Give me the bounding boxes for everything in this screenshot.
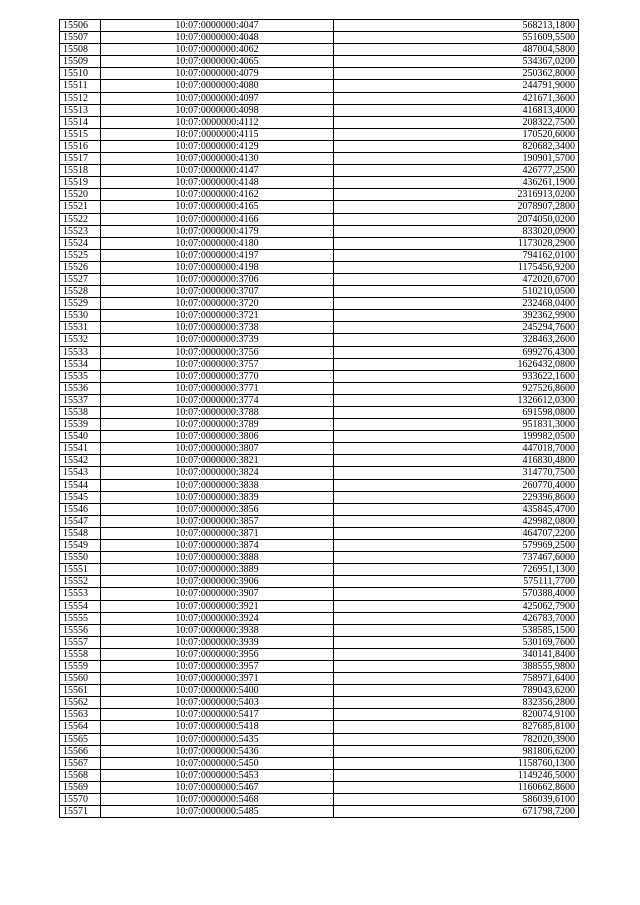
table-row [60,165,579,177]
value-cell: 691598,0800 [334,407,579,419]
cadastral-number-cell: 10:07:0000000:3856 [101,503,334,515]
table-row [60,80,579,92]
table-row [60,153,579,165]
cadastral-number-cell: 10:07:0000000:3707 [101,286,334,298]
cadastral-number-cell: 10:07:0000000:4112 [101,116,334,128]
value-cell: 1160662,8600 [334,781,579,793]
table-row [60,140,579,152]
row-number-cell: 15534 [60,358,101,370]
table-row [60,298,579,310]
cadastral-number-cell: 10:07:0000000:3906 [101,576,334,588]
value-cell: 429982,0800 [334,515,579,527]
table-row [60,56,579,68]
row-number-cell: 15520 [60,189,101,201]
cadastral-number-cell: 10:07:0000000:3774 [101,394,334,406]
table-row [60,733,579,745]
row-number-cell: 15562 [60,697,101,709]
cadastral-number-cell: 10:07:0000000:4098 [101,104,334,116]
value-cell: 425062,7900 [334,600,579,612]
table-row [60,44,579,56]
row-number-cell: 15539 [60,419,101,431]
cadastral-number-cell: 10:07:0000000:4048 [101,32,334,44]
value-cell: 487004,5800 [334,44,579,56]
value-cell: 328463,2600 [334,334,579,346]
row-number-cell: 15527 [60,273,101,285]
value-cell: 933622,1600 [334,370,579,382]
value-cell: 436261,1900 [334,177,579,189]
cadastral-number-cell: 10:07:0000000:4130 [101,153,334,165]
cadastral-number-cell: 10:07:0000000:3756 [101,346,334,358]
table-row [60,564,579,576]
cadastral-number-cell: 10:07:0000000:3824 [101,467,334,479]
table-row [60,358,579,370]
table-row [60,225,579,237]
cadastral-number-cell: 10:07:0000000:3889 [101,564,334,576]
value-cell: 737467,6000 [334,552,579,564]
value-cell: 421671,3600 [334,92,579,104]
cadastral-number-cell: 10:07:0000000:3739 [101,334,334,346]
row-number-cell: 15540 [60,431,101,443]
row-number-cell: 15514 [60,116,101,128]
cadastral-number-cell: 10:07:0000000:3788 [101,407,334,419]
table-row [60,612,579,624]
cadastral-number-cell: 10:07:0000000:4179 [101,225,334,237]
table-row [60,286,579,298]
value-cell: 1326612,0300 [334,394,579,406]
row-number-cell: 15516 [60,140,101,152]
row-number-cell: 15545 [60,491,101,503]
value-cell: 782020,3900 [334,733,579,745]
row-number-cell: 15550 [60,552,101,564]
row-number-cell: 15542 [60,455,101,467]
table-row [60,116,579,128]
value-cell: 820682,3400 [334,140,579,152]
table-body [60,20,579,818]
row-number-cell: 15571 [60,806,101,818]
cadastral-number-cell: 10:07:0000000:3907 [101,588,334,600]
value-cell: 464707,2200 [334,527,579,539]
value-cell: 2074050,0200 [334,213,579,225]
table-row [60,552,579,564]
value-cell: 1626432,0800 [334,358,579,370]
value-cell: 726951,1300 [334,564,579,576]
value-cell: 416813,4000 [334,104,579,116]
row-number-cell: 15544 [60,479,101,491]
value-cell: 575111,7700 [334,576,579,588]
row-number-cell: 15556 [60,624,101,636]
cadastral-number-cell: 10:07:0000000:4147 [101,165,334,177]
cadastral-number-cell: 10:07:0000000:5400 [101,685,334,697]
row-number-cell: 15508 [60,44,101,56]
table-row [60,273,579,285]
table-row [60,346,579,358]
row-number-cell: 15554 [60,600,101,612]
cadastral-number-cell: 10:07:0000000:5468 [101,794,334,806]
table-row [60,806,579,818]
value-cell: 981806,6200 [334,745,579,757]
value-cell: 1158760,1300 [334,757,579,769]
value-cell: 551609,5500 [334,32,579,44]
row-number-cell: 15558 [60,648,101,660]
cadastral-number-cell: 10:07:0000000:3807 [101,443,334,455]
cadastral-number-cell: 10:07:0000000:5450 [101,757,334,769]
row-number-cell: 15547 [60,515,101,527]
cadastral-number-cell: 10:07:0000000:4079 [101,68,334,80]
cadastral-number-cell: 10:07:0000000:5467 [101,781,334,793]
row-number-cell: 15560 [60,673,101,685]
value-cell: 951831,3000 [334,419,579,431]
row-number-cell: 15529 [60,298,101,310]
row-number-cell: 15536 [60,382,101,394]
row-number-cell: 15522 [60,213,101,225]
row-number-cell: 15535 [60,370,101,382]
cadastral-number-cell: 10:07:0000000:3706 [101,273,334,285]
row-number-cell: 15548 [60,527,101,539]
table-row [60,310,579,322]
table-row [60,32,579,44]
row-number-cell: 15528 [60,286,101,298]
table-row [60,68,579,80]
table-row [60,515,579,527]
cadastral-number-cell: 10:07:0000000:3806 [101,431,334,443]
table-row [60,697,579,709]
row-number-cell: 15561 [60,685,101,697]
value-cell: 426777,2500 [334,165,579,177]
value-cell: 2078907,2800 [334,201,579,213]
cadastral-number-cell: 10:07:0000000:4198 [101,261,334,273]
table-row [60,685,579,697]
value-cell: 392362,9900 [334,310,579,322]
value-cell: 340141,8400 [334,648,579,660]
value-cell: 758971,6400 [334,673,579,685]
row-number-cell: 15531 [60,322,101,334]
row-number-cell: 15538 [60,407,101,419]
cadastral-number-cell: 10:07:0000000:3789 [101,419,334,431]
table-row [60,721,579,733]
table-row [60,394,579,406]
table-row [60,503,579,515]
cadastral-number-cell: 10:07:0000000:3721 [101,310,334,322]
row-number-cell: 15525 [60,249,101,261]
row-number-cell: 15533 [60,346,101,358]
row-number-cell: 15559 [60,660,101,672]
cadastral-number-cell: 10:07:0000000:3939 [101,636,334,648]
row-number-cell: 15565 [60,733,101,745]
row-number-cell: 15512 [60,92,101,104]
row-number-cell: 15521 [60,201,101,213]
table-row [60,201,579,213]
table-row [60,540,579,552]
table-row [60,709,579,721]
cadastral-number-cell: 10:07:0000000:3857 [101,515,334,527]
value-cell: 833020,0900 [334,225,579,237]
row-number-cell: 15557 [60,636,101,648]
cadastral-number-cell: 10:07:0000000:4180 [101,237,334,249]
row-number-cell: 15551 [60,564,101,576]
value-cell: 1149246,5000 [334,769,579,781]
value-cell: 789043,6200 [334,685,579,697]
table-row [60,213,579,225]
row-number-cell: 15518 [60,165,101,177]
row-number-cell: 15532 [60,334,101,346]
table-row [60,588,579,600]
cadastral-number-cell: 10:07:0000000:3924 [101,612,334,624]
table-row [60,491,579,503]
value-cell: 260770,4000 [334,479,579,491]
table-row [60,673,579,685]
value-cell: 570388,4000 [334,588,579,600]
table-row [60,757,579,769]
value-cell: 170520,6000 [334,128,579,140]
value-cell: 190901,5700 [334,153,579,165]
table-row [60,177,579,189]
row-number-cell: 15517 [60,153,101,165]
value-cell: 199982,0500 [334,431,579,443]
table-row [60,92,579,104]
row-number-cell: 15546 [60,503,101,515]
row-number-cell: 15513 [60,104,101,116]
value-cell: 510210,0500 [334,286,579,298]
cadastral-number-cell: 10:07:0000000:4166 [101,213,334,225]
value-cell: 538585,1500 [334,624,579,636]
cadastral-number-cell: 10:07:0000000:3871 [101,527,334,539]
cadastral-number-cell: 10:07:0000000:3971 [101,673,334,685]
cadastral-number-cell: 10:07:0000000:3874 [101,540,334,552]
table-row [60,576,579,588]
table-row [60,624,579,636]
row-number-cell: 15569 [60,781,101,793]
cadastral-number-cell: 10:07:0000000:3839 [101,491,334,503]
value-cell: 820074,9100 [334,709,579,721]
table-row [60,382,579,394]
value-cell: 435845,4700 [334,503,579,515]
row-number-cell: 15509 [60,56,101,68]
value-cell: 447018,7000 [334,443,579,455]
table-row [60,261,579,273]
value-cell: 579969,2500 [334,540,579,552]
row-number-cell: 15510 [60,68,101,80]
row-number-cell: 15563 [60,709,101,721]
cadastral-number-cell: 10:07:0000000:3720 [101,298,334,310]
value-cell: 534367,0200 [334,56,579,68]
cadastral-number-cell: 10:07:0000000:4065 [101,56,334,68]
cadastral-number-cell: 10:07:0000000:4197 [101,249,334,261]
value-cell: 1173028,2900 [334,237,579,249]
value-cell: 388555,9800 [334,660,579,672]
value-cell: 229396,8600 [334,491,579,503]
value-cell: 530169,7600 [334,636,579,648]
value-cell: 250362,8000 [334,68,579,80]
cadastral-number-cell: 10:07:0000000:5485 [101,806,334,818]
value-cell: 232468,0400 [334,298,579,310]
row-number-cell: 15541 [60,443,101,455]
row-number-cell: 15567 [60,757,101,769]
cadastral-value-table [59,19,579,818]
value-cell: 245294,7600 [334,322,579,334]
cadastral-number-cell: 10:07:0000000:4097 [101,92,334,104]
value-cell: 832356,2800 [334,697,579,709]
table-row [60,636,579,648]
table-row [60,467,579,479]
value-cell: 568213,1800 [334,20,579,32]
row-number-cell: 15506 [60,20,101,32]
cadastral-number-cell: 10:07:0000000:5453 [101,769,334,781]
table-row [60,455,579,467]
row-number-cell: 15530 [60,310,101,322]
table-row [60,370,579,382]
row-number-cell: 15570 [60,794,101,806]
row-number-cell: 15537 [60,394,101,406]
table-row [60,600,579,612]
row-number-cell: 15523 [60,225,101,237]
cadastral-number-cell: 10:07:0000000:4165 [101,201,334,213]
row-number-cell: 15549 [60,540,101,552]
table-row [60,334,579,346]
row-number-cell: 15555 [60,612,101,624]
value-cell: 794162,0100 [334,249,579,261]
value-cell: 208322,7500 [334,116,579,128]
cadastral-number-cell: 10:07:0000000:5418 [101,721,334,733]
value-cell: 699276,4300 [334,346,579,358]
cadastral-number-cell: 10:07:0000000:3938 [101,624,334,636]
table-row [60,781,579,793]
value-cell: 426783,7000 [334,612,579,624]
value-cell: 314770,7500 [334,467,579,479]
table-row [60,104,579,116]
table-row [60,249,579,261]
cadastral-number-cell: 10:07:0000000:4062 [101,44,334,56]
cadastral-number-cell: 10:07:0000000:4080 [101,80,334,92]
value-cell: 671798,7200 [334,806,579,818]
cadastral-number-cell: 10:07:0000000:4047 [101,20,334,32]
value-cell: 927526,8600 [334,382,579,394]
cadastral-number-cell: 10:07:0000000:5436 [101,745,334,757]
cadastral-number-cell: 10:07:0000000:3771 [101,382,334,394]
cadastral-number-cell: 10:07:0000000:4148 [101,177,334,189]
table-row [60,794,579,806]
table-row [60,419,579,431]
row-number-cell: 15543 [60,467,101,479]
table-row [60,431,579,443]
table-row [60,20,579,32]
row-number-cell: 15566 [60,745,101,757]
table-row [60,648,579,660]
value-cell: 2316913,0200 [334,189,579,201]
cadastral-number-cell: 10:07:0000000:4162 [101,189,334,201]
table-row [60,479,579,491]
cadastral-number-cell: 10:07:0000000:3921 [101,600,334,612]
table-row [60,660,579,672]
cadastral-number-cell: 10:07:0000000:3757 [101,358,334,370]
row-number-cell: 15524 [60,237,101,249]
value-cell: 827685,8100 [334,721,579,733]
row-number-cell: 15507 [60,32,101,44]
cadastral-number-cell: 10:07:0000000:5417 [101,709,334,721]
table-row [60,407,579,419]
cadastral-number-cell: 10:07:0000000:3888 [101,552,334,564]
cadastral-number-cell: 10:07:0000000:3838 [101,479,334,491]
value-cell: 472020,6700 [334,273,579,285]
cadastral-number-cell: 10:07:0000000:4129 [101,140,334,152]
cadastral-number-cell: 10:07:0000000:3770 [101,370,334,382]
value-cell: 416830,4800 [334,455,579,467]
cadastral-number-cell: 10:07:0000000:4115 [101,128,334,140]
value-cell: 1175456,9200 [334,261,579,273]
cadastral-number-cell: 10:07:0000000:3821 [101,455,334,467]
table-row [60,527,579,539]
row-number-cell: 15553 [60,588,101,600]
cadastral-number-cell: 10:07:0000000:3738 [101,322,334,334]
row-number-cell: 15526 [60,261,101,273]
row-number-cell: 15552 [60,576,101,588]
cadastral-number-cell: 10:07:0000000:3957 [101,660,334,672]
cadastral-number-cell: 10:07:0000000:5435 [101,733,334,745]
table-row [60,745,579,757]
table-row [60,128,579,140]
table-row [60,189,579,201]
cadastral-number-cell: 10:07:0000000:3956 [101,648,334,660]
table-row [60,443,579,455]
row-number-cell: 15568 [60,769,101,781]
table-row [60,769,579,781]
document-page [59,19,578,818]
table-row [60,322,579,334]
row-number-cell: 15515 [60,128,101,140]
table-row [60,237,579,249]
row-number-cell: 15519 [60,177,101,189]
value-cell: 586039,6100 [334,794,579,806]
cadastral-number-cell: 10:07:0000000:5403 [101,697,334,709]
row-number-cell: 15564 [60,721,101,733]
value-cell: 244791,9000 [334,80,579,92]
row-number-cell: 15511 [60,80,101,92]
